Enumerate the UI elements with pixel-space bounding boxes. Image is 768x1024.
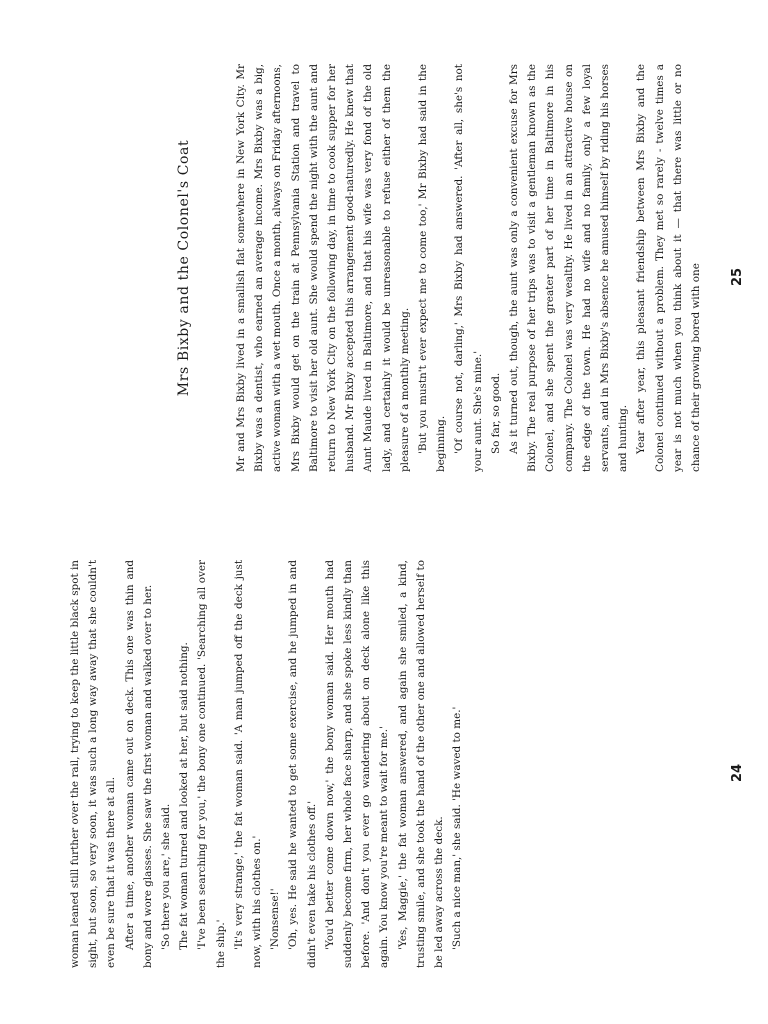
right-page-text xyxy=(232,64,705,472)
paragraph: 'But you mustn't ever expect me to come too,' Mr Bixby had said in the beginning. xyxy=(417,64,448,472)
left-page xyxy=(0,512,768,1024)
left-page-text xyxy=(66,560,466,968)
paragraph: 'It's very strange,' the fat woman said. 'A man jumped off the deck just now, with his clothes on.' xyxy=(232,560,264,968)
paragraph: 'Such a nice man,' she said. 'He waved to me.' xyxy=(451,706,464,950)
paragraph: 'Nonsense!' xyxy=(269,888,282,950)
paragraph: So far, so good. xyxy=(489,372,502,454)
paragraph: The fat woman turned and looked at her, but said nothing. xyxy=(178,642,191,950)
page-number-left: 24 xyxy=(730,763,745,782)
paragraph: After a time, another woman came out on deck. This one was thin and bony and wore glasses. She saw the first woman and walked over to her. xyxy=(123,560,154,968)
paragraph: 'You'd better come down now,' the bony woman said. Her mouth had suddenly become firm, her whole face sharp, and she spoke less kindly than before. 'And don't you ever go wandering about on deck alone like this again. You know you're meant to wait for me.' xyxy=(323,560,391,968)
page-number-right: 25 xyxy=(730,267,745,286)
paragraph: 'Of course not, darling,' Mrs Bixby had answered. 'After all, she's not your aunt. She's mine.' xyxy=(453,64,484,472)
paragraph: woman leaned still further over the rail, trying to keep the little black spot in sight, but soon, so very soon, it was such a long way away that she couldn't even be sure that it was there at all. xyxy=(69,560,118,968)
chapter-title: Mrs Bixby and the Colonel's Coat xyxy=(176,139,192,397)
paragraph: 'Oh, yes. He said he wanted to get some exercise, and he jumped in and didn't even take his clothes off.' xyxy=(287,560,318,968)
paragraph: Mr and Mrs Bixby lived in a smallish flat somewhere in New York City. Mr Bixby was a dentist, who earned an average income. Mrs Bixby was a big, active woman with a wet mouth. Once a month, always on Friday afternoons, Mrs Bixby would get on the train at Pennsylvania Station and travel to Baltimore to visit her old aunt. She would spend the night with the aunt and return to New York City on the following day, in time to cook supper for her husband. Mr Bixby accepted this arrangement good-naturedly. He knew that Aunt Maude lived in Baltimore, and that his wife was very fond of the old lady, and certainly it would be unreasonable to refuse either of them the pleasure of a monthly meeting. xyxy=(235,64,411,472)
paragraph: Year after year, this pleasant friendship between Mrs Bixby and the Colonel continued without a problem. They met so rarely - twelve times a year is not much when you think about it — that there was little or no chance of their growing bored with one xyxy=(635,64,703,472)
paragraph: 'I've been searching for you,' the bony one continued. 'Searching all over the ship.' xyxy=(196,560,227,968)
paragraph: 'Yes, Maggie,' the fat woman answered, and again she smiled, a kind, trusting smile, and she took the hand of the other one and allowed herself to be led away across the deck. xyxy=(396,560,446,968)
paragraph: As it turned out, though, the aunt was only a convenient excuse for Mrs Bixby. The real purpose of her trips was to visit a gentleman known as the Colonel, and she spent the greater part of her time in Baltimore in his company. The Colonel was very wealthy. He lived in an attractive house on the edge of the town. He had no wife and no family, only a few loyal servants, and in Mrs Bixby's absence he amused himself by riding his horses and hunting. xyxy=(508,64,630,472)
paragraph: 'So there you are,' she said. xyxy=(160,803,173,950)
